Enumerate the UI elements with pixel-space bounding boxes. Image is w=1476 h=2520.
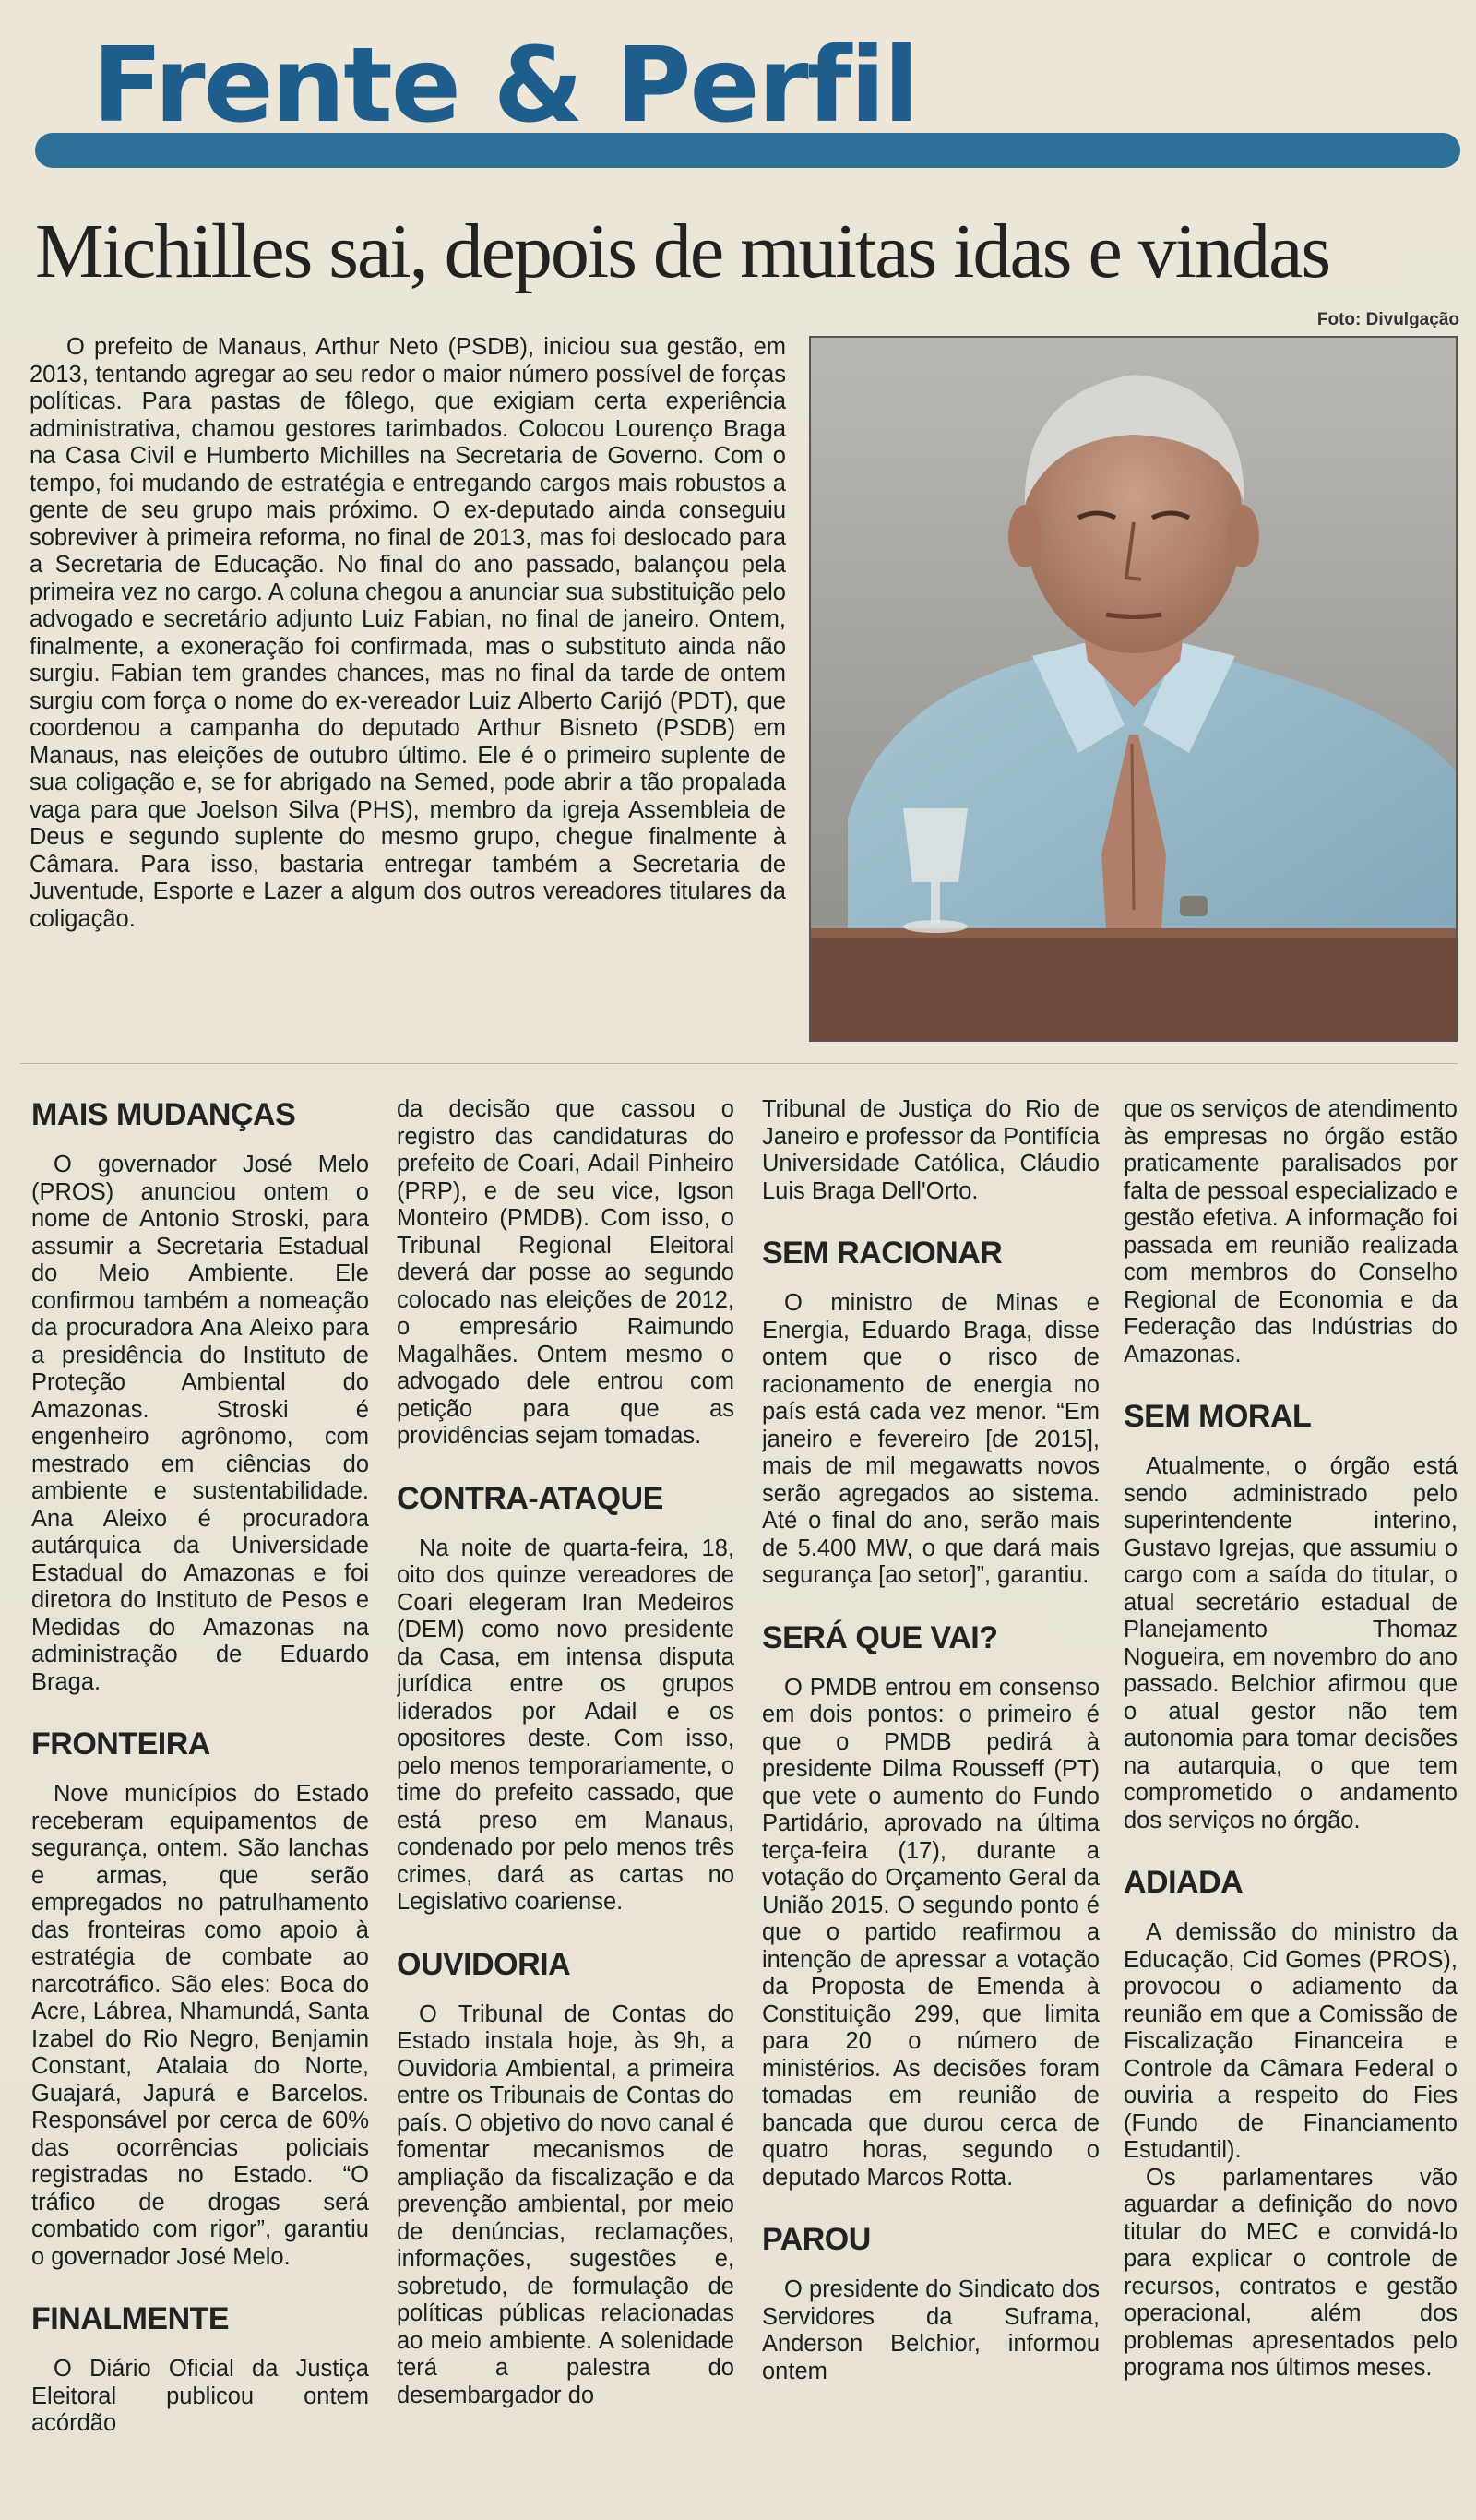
section-heading-contra-ataque: CONTRA-ATAQUE — [397, 1480, 663, 1516]
column-1 — [31, 1096, 369, 2505]
lead-article: O prefeito de Manaus, Arthur Neto (PSDB), iniciou sua gestão, em 2013, tentando agregar ao seu redor o maior número possível de forças políticas. Para pastas de fôlego, que exigiam certa experiência administrativa, chamou gestores tarimbados. Colocou Lourenço Braga na Casa Civil e Humberto Michilles na Secretaria de Governo. Com o tempo, foi mudando de estratégia e entregando cargos mais robustos a gente de seu grupo mais próximo. O ex-deputado ainda conseguiu sobreviver à primeira reforma, no final de 2013, mas foi deslocado para a Secretaria de Educação. No final do ano passado, balançou pela primeira vez no cargo. A coluna chegou a anunciar sua substituição pelo advogado e secretário adjunto Luiz Fabian, no final de janeiro. Ontem, finalmente, a exoneração foi confirmada, mas o substituto ainda não surgiu. Fabian tem grandes chances, mas no final da tarde de ontem surgiu com força o nome do ex-vereador Luiz Alberto Carijó (PDT), que coordenou a campanha do deputado Arthur Bisneto (PSDB) em Manaus, nas eleições de outubro último. Ele é o primeiro suplente de sua coligação e, se for abrigado na Semed, pode abrir a tão propalada vaga para que Joelson Silva (PHS), membro da igreja Assembleia de Deus e segundo suplente do mesmo grupo, chegue finalmente à Câmara. Para isso, bastaria entregar também a Secretaria de Juventude, Esporte e Lazer a algum dos outros vereadores titulares da coligação. — [30, 334, 786, 932]
column-4 — [1124, 1096, 1458, 2505]
section-heading-sem-moral: SEM MORAL — [1124, 1399, 1312, 1434]
section-title: Frente & Perfil — [92, 26, 918, 146]
column-divider — [20, 1063, 1458, 1064]
column-3 — [762, 1096, 1100, 2505]
section-text-sera-que-vai: O PMDB entrou em consenso em dois pontos: o primeiro é que o PMDB pedirá à presidente Dilma Rousseff (PT) que vete o aumento do Fundo Partidário, aprovado na última terça-feira (17), durante a votação do Orçamento Geral da União 2015. O segundo ponto é que o partido reafirmou a intenção de apressar a votação da Proposta de Emenda à Constituição 299, que limita para 20 o número de ministérios. As decisões foram tomadas em reunião de bancada que durou cerca de quatro horas, segundo o deputado Marcos Rotta. — [762, 1674, 1100, 2191]
section-heading-mais-mudancas: MAIS MUDANÇAS — [31, 1097, 296, 1132]
column-2 — [397, 1096, 734, 2505]
section-text-continuation: que os serviços de atendimento às empresas no órgão estão praticamente paralisados por falta de pessoal especializado e gestão efetiva. A informação foi passada em reunião realizada com membros do Conselho Regional de Economia e da Federação das Indústrias do Amazonas. — [1124, 1096, 1458, 1367]
section-text-sem-racionar: O ministro de Minas e Energia, Eduardo Braga, disse ontem que o risco de racionamento de energia no país está cada vez menor. “Em janeiro e fevereiro [de 2015], mais de mil megawatts novos serão agregados ao sistema. Até o final do ano, serão mais de 5.400 MW, o que dará mais segurança [ao setor]”, garantiu. — [762, 1290, 1100, 1588]
headline: Michilles sai, depois de muitas idas e vindas — [35, 209, 1330, 294]
section-text-parou: O presidente do Sindicato dos Servidores da Suframa, Anderson Belchior, informou ontem — [762, 2276, 1100, 2384]
portrait-photo — [809, 336, 1458, 1042]
section-heading-fronteira: FRONTEIRA — [31, 1726, 210, 1762]
section-text-finalmente: O Diário Oficial da Justiça Eleitoral publicou ontem acórdão — [31, 2356, 369, 2436]
section-text-adiada-2: Os parlamentares vão aguardar a definição do novo titular do MEC e convidá-lo para explicar o controle de recursos, contratos e gestão operacional, além dos problemas apresentados pelo programa nos últimos meses. — [1124, 2164, 1458, 2381]
section-heading-sem-racionar: SEM RACIONAR — [762, 1236, 1003, 1271]
section-text-mais-mudancas: O governador José Melo (PROS) anunciou ontem o nome de Antonio Stroski, para assumir a Secretaria Estadual do Meio Ambiente. Ele confirmou também a nomeação da procuradora Ana Aleixo para a presidência do Instituto de Proteção Ambiental do Amazonas. Stroski é engenheiro agrônomo, com mestrado em ciências do ambiente e sustentabilidade. Ana Aleixo é procuradora autárquica da Universidade Estadual do Amazonas e foi diretora do Instituto de Pesos e Medidas do Amazonas na administração de Eduardo Braga. — [31, 1152, 369, 1695]
section-text-fronteira: Nove municípios do Estado receberam equipamentos de segurança, ontem. São lanchas e armas, que serão empregados no patrulhamento das fronteiras como apoio à estratégia de combate ao narcotráfico. São eles: Boca do Acre, Lábrea, Nhamundá, Santa Izabel do Rio Negro, Benjamin Constant, Atalaia do Norte, Guajará, Japurá e Barcelos. Responsável por cerca de 60% das ocorrências policiais registradas no Estado. “O tráfico de drogas será combatido com rigor”, garantiu o governador José Melo. — [31, 1781, 369, 2270]
section-heading-adiada: ADIADA — [1124, 1865, 1244, 1900]
section-banner — [35, 17, 1460, 164]
portrait-illustration — [811, 338, 1456, 1040]
section-heading-finalmente: FINALMENTE — [31, 2301, 230, 2336]
section-text-ouvidoria: O Tribunal de Contas do Estado instala hoje, às 9h, a Ouvidoria Ambiental, a primeira entre os Tribunais de Contas do país. O objetivo do novo canal é fomentar mecanismos de ampliação da fiscalização e da prevenção ambiental, por meio de denúncias, reclamações, informações, sugestões e, sobretudo, de formulação de políticas públicas relacionadas ao meio ambiente. A solenidade terá a palestra do desembargador do — [397, 2000, 734, 2408]
section-text-continuation: da decisão que cassou o registro das candidaturas do prefeito de Coari, Adail Pinheiro (PRP), e de seu vice, Igson Monteiro (PMDB). Com isso, o Tribunal Regional Eleitoral deverá dar posse ao segundo colocado nas eleições de 2012, o empresário Raimundo Magalhães. Ontem mesmo o advogado dele entrou com petição para que as providências sejam tomadas. — [397, 1096, 734, 1449]
section-text-continuation: Tribunal de Justiça do Rio de Janeiro e professor da Pontifícia Universidade Católica, Cláudio Luis Braga Dell'Orto. — [762, 1096, 1100, 1204]
section-text-contra-ataque: Na noite de quarta-feira, 18, oito dos quinze vereadores de Coari elegeram Iran Medeiros (DEM) como novo presidente da Casa, em intensa disputa jurídica entre os grupos liderados por Adail e os opositores deste. Com isso, pelo menos temporariamente, o time do prefeito cassado, que está preso em Manaus, condenado por pelo menos três crimes, dará as cartas no Legislativo coariense. — [397, 1535, 734, 1915]
photo-credit: Foto: Divulgação — [1316, 310, 1459, 329]
section-text-sem-moral: Atualmente, o órgão está sendo administrado pelo superintendente interino, Gustavo Igrejas, que assumiu o cargo com a saída do titular, o atual secretário estadual de Planejamento Thomaz Nogueira, em novembro do ano passado. Belchior afirmou que o atual gestor não tem autonomia para tomar decisões na autarquia, o que tem comprometido o andamento dos serviços no órgão. — [1124, 1453, 1458, 1833]
section-text-adiada: A demissão do ministro da Educação, Cid Gomes (PROS), provocou o adiamento da reunião em que a Comissão de Fiscalização Financeira e Controle da Câmara Federal o ouviria a respeito do Fies (Fundo de Financiamento Estudantil). — [1124, 1919, 1458, 2163]
section-heading-sera-que-vai: SERÁ QUE VAI? — [762, 1619, 998, 1655]
section-heading-ouvidoria: OUVIDORIA — [397, 1946, 571, 1982]
section-heading-parou: PAROU — [762, 2222, 871, 2257]
